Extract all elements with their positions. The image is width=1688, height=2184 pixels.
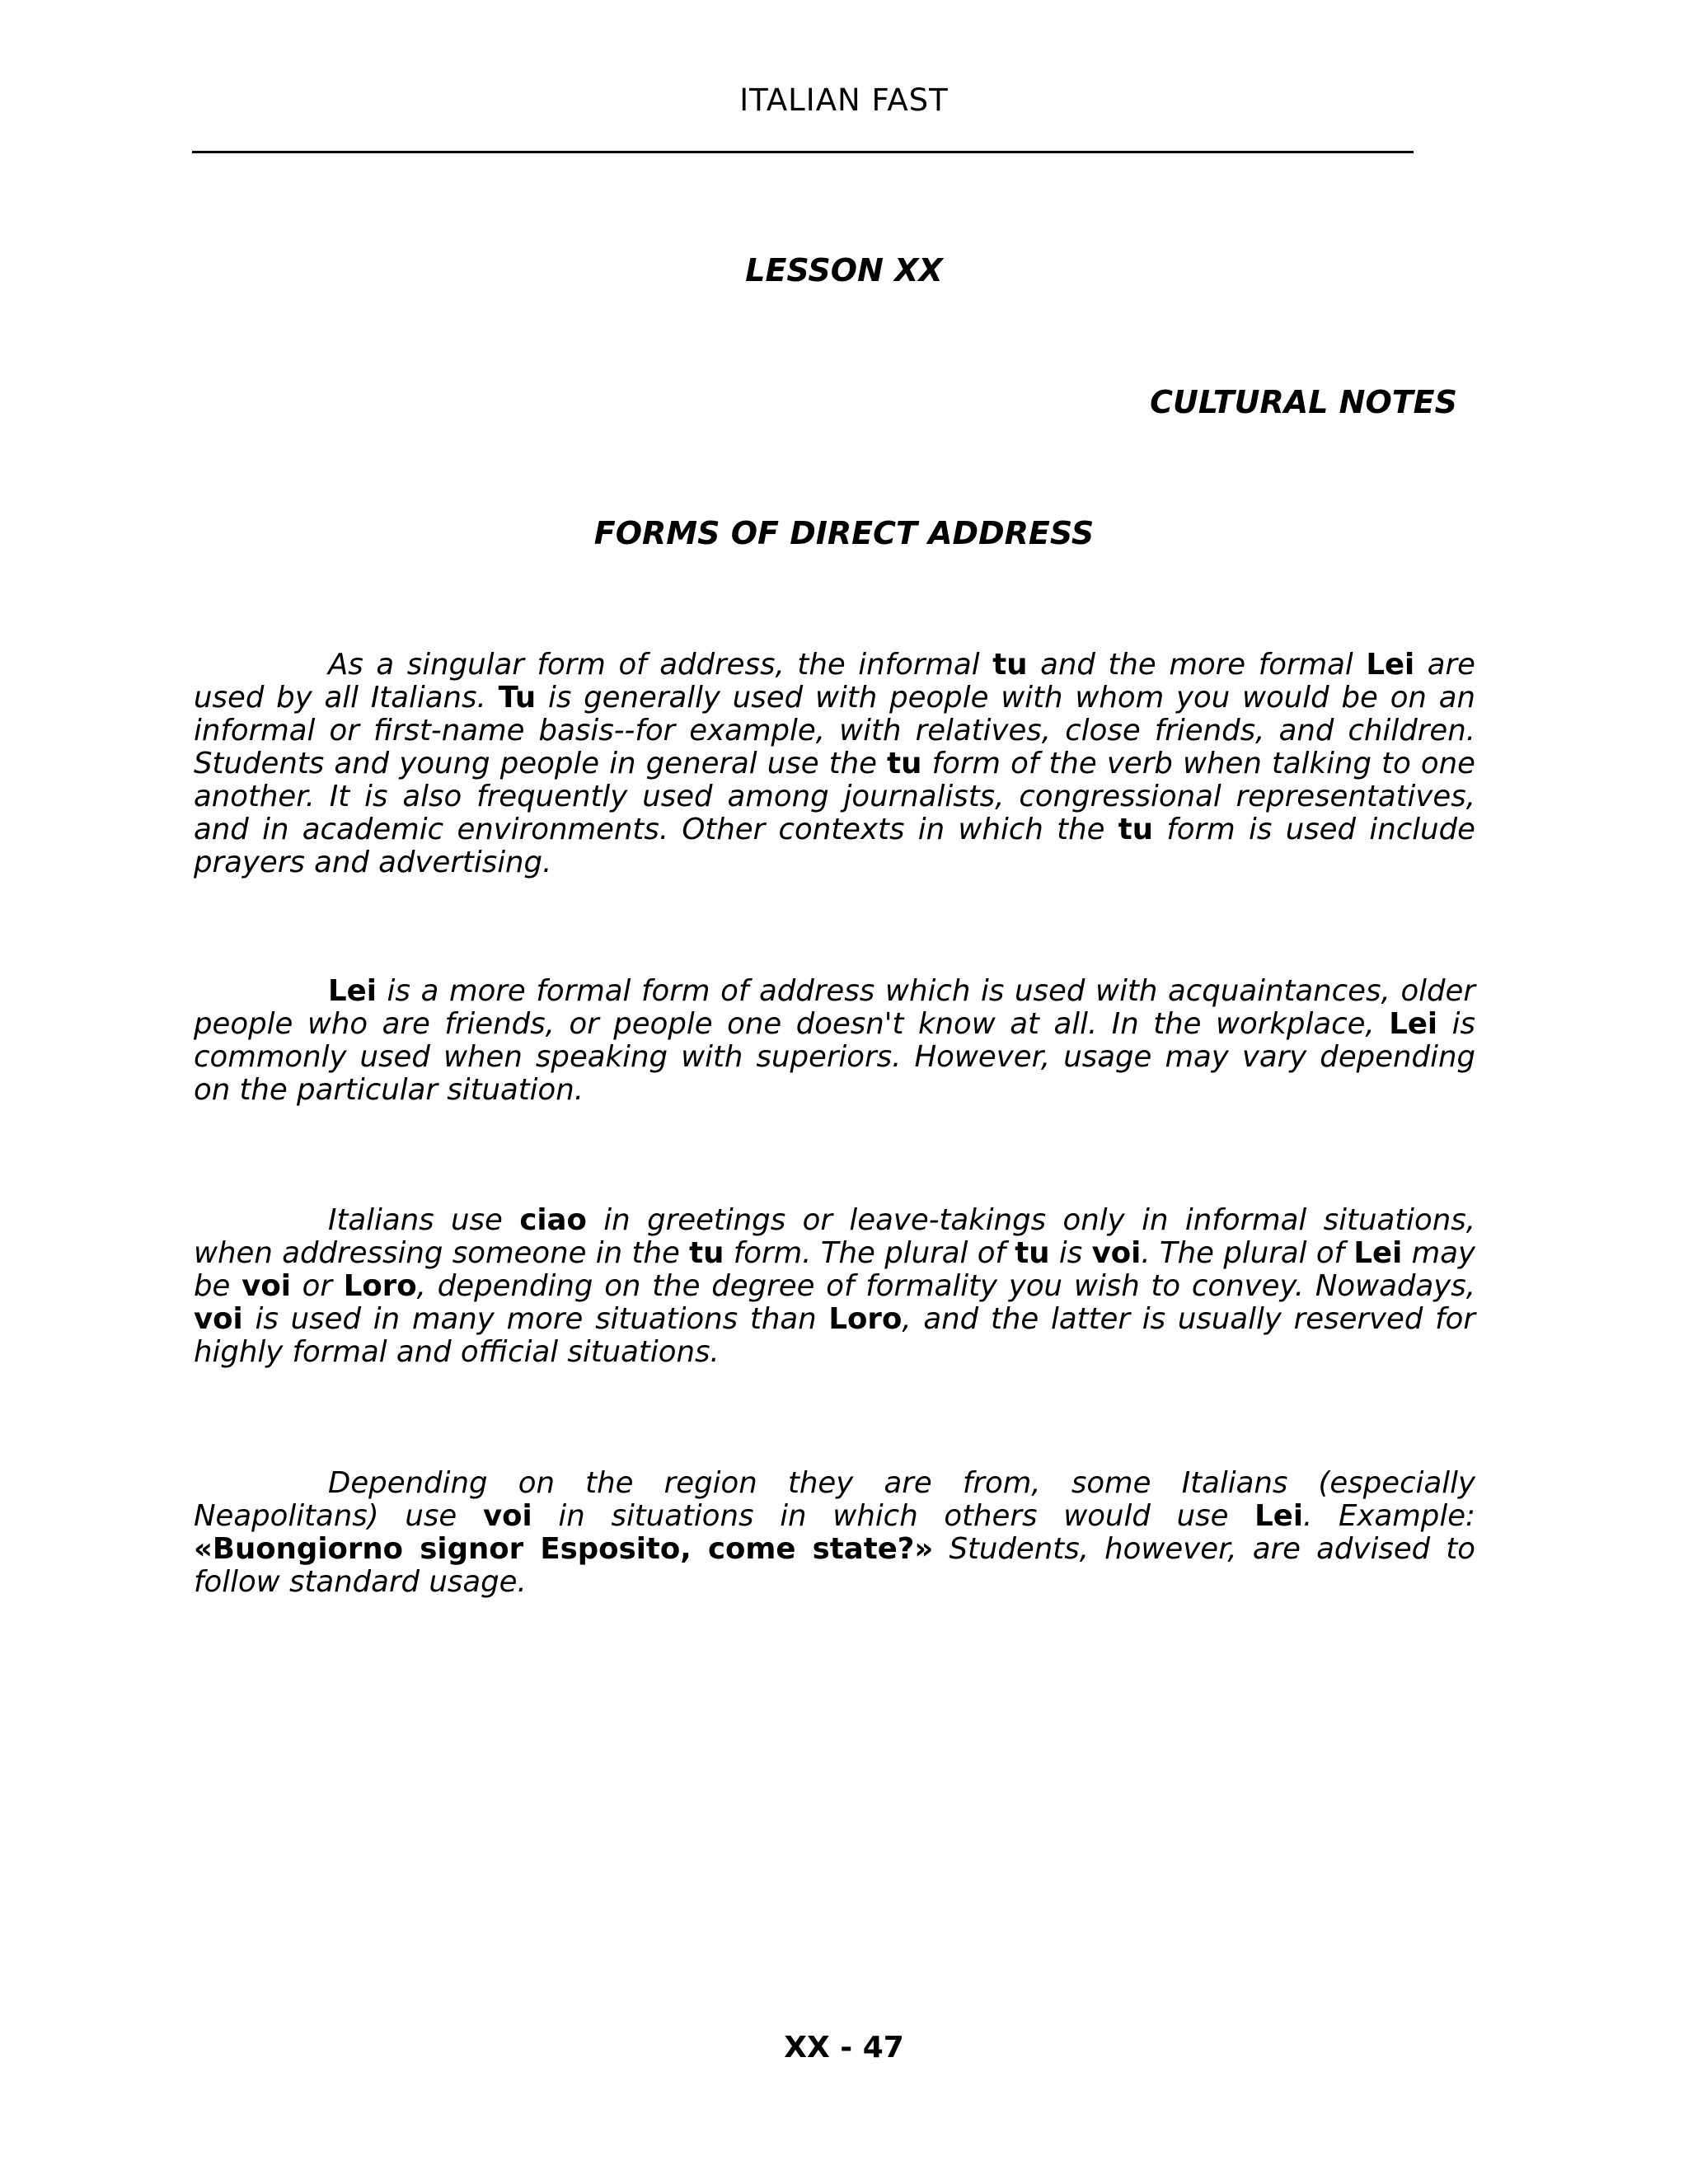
text-run: is a more formal form of address which is used with acquaintances, older people who are friends, or people one doesn't know at all. In the workplace, — [194, 974, 1475, 1041]
text-run: . The plural of — [1141, 1236, 1354, 1270]
paragraph-lei — [194, 975, 1475, 1107]
page-number: XX - 47 — [784, 2031, 904, 2064]
term-lei: Lei — [328, 974, 377, 1008]
paragraph-tu-and-lei — [194, 649, 1475, 879]
text-run: form of the verb when talking to one another. It is also frequently used among journalists, congressional representatives, and in academic environments. Other contexts in which the — [194, 747, 1475, 846]
text-run: , depending on the degree of formality you wish to convey. Nowadays, — [416, 1269, 1475, 1303]
text-run: form. The plural of — [724, 1236, 1015, 1270]
section-label: CULTURAL NOTES — [1150, 384, 1457, 420]
term-lei: Lei — [1254, 1499, 1304, 1533]
text-run: Italians use — [328, 1203, 520, 1237]
term-tu: tu — [1118, 813, 1153, 846]
example-quote: «Buongiorno signor Esposito, come state?» — [194, 1532, 934, 1566]
text-run: is generally used with people with whom you would be on an informal or first-name basis--for example, with relatives, close friends, and children. Students and young people in general use the — [194, 681, 1475, 780]
term-voi: voi — [1091, 1236, 1142, 1270]
text-run: Students, however, are advised to follow standard usage. — [194, 1532, 1475, 1599]
term-loro: Loro — [343, 1269, 417, 1303]
term-tu: tu — [1015, 1236, 1050, 1270]
text-run: . Example: — [1303, 1499, 1475, 1533]
lesson-title: LESSON XX — [745, 252, 943, 288]
text-run: may be — [194, 1236, 1476, 1303]
term-tu: tu — [992, 648, 1028, 682]
text-run: and the more formal — [1027, 648, 1367, 682]
text-run: in situations in which others would use — [532, 1499, 1255, 1533]
term-lei: Lei — [1366, 648, 1415, 682]
text-run: As a singular form of address, the informal — [328, 648, 993, 682]
text-run: are used by all Italians. — [194, 648, 1475, 715]
paragraph-regional-usage — [194, 1467, 1475, 1599]
term-tu: Tu — [498, 681, 537, 715]
text-run: form is used include prayers and advertising. — [194, 813, 1475, 879]
text-run: or — [290, 1269, 344, 1303]
term-lei: Lei — [1353, 1236, 1403, 1270]
term-voi: voi — [241, 1269, 291, 1303]
text-run: , and the latter is usually reserved for highly formal and official situations. — [194, 1302, 1475, 1369]
text-run: Depending on the region they are from, some Italians (especially Neapolitans) use — [194, 1466, 1475, 1533]
paragraph-ciao-and-plurals — [194, 1204, 1475, 1369]
term-ciao: ciao — [519, 1203, 587, 1237]
term-voi: voi — [482, 1499, 532, 1533]
term-lei: Lei — [1389, 1007, 1438, 1041]
header-rule — [192, 151, 1414, 153]
term-voi: voi — [194, 1302, 243, 1336]
page-heading: FORMS OF DIRECT ADDRESS — [593, 515, 1095, 551]
term-tu: tu — [887, 747, 922, 780]
term-tu: tu — [689, 1236, 724, 1270]
term-loro: Loro — [828, 1302, 903, 1336]
text-run: is — [1049, 1236, 1092, 1270]
text-run: is commonly used when speaking with superiors. However, usage may vary depending on the particular situation. — [194, 1007, 1475, 1107]
running-head: ITALIAN FAST — [739, 82, 949, 118]
text-run: is used in many more situations than — [242, 1302, 829, 1336]
text-run: in greetings or leave-takings only in informal situations, when addressing someone in the — [194, 1203, 1475, 1270]
